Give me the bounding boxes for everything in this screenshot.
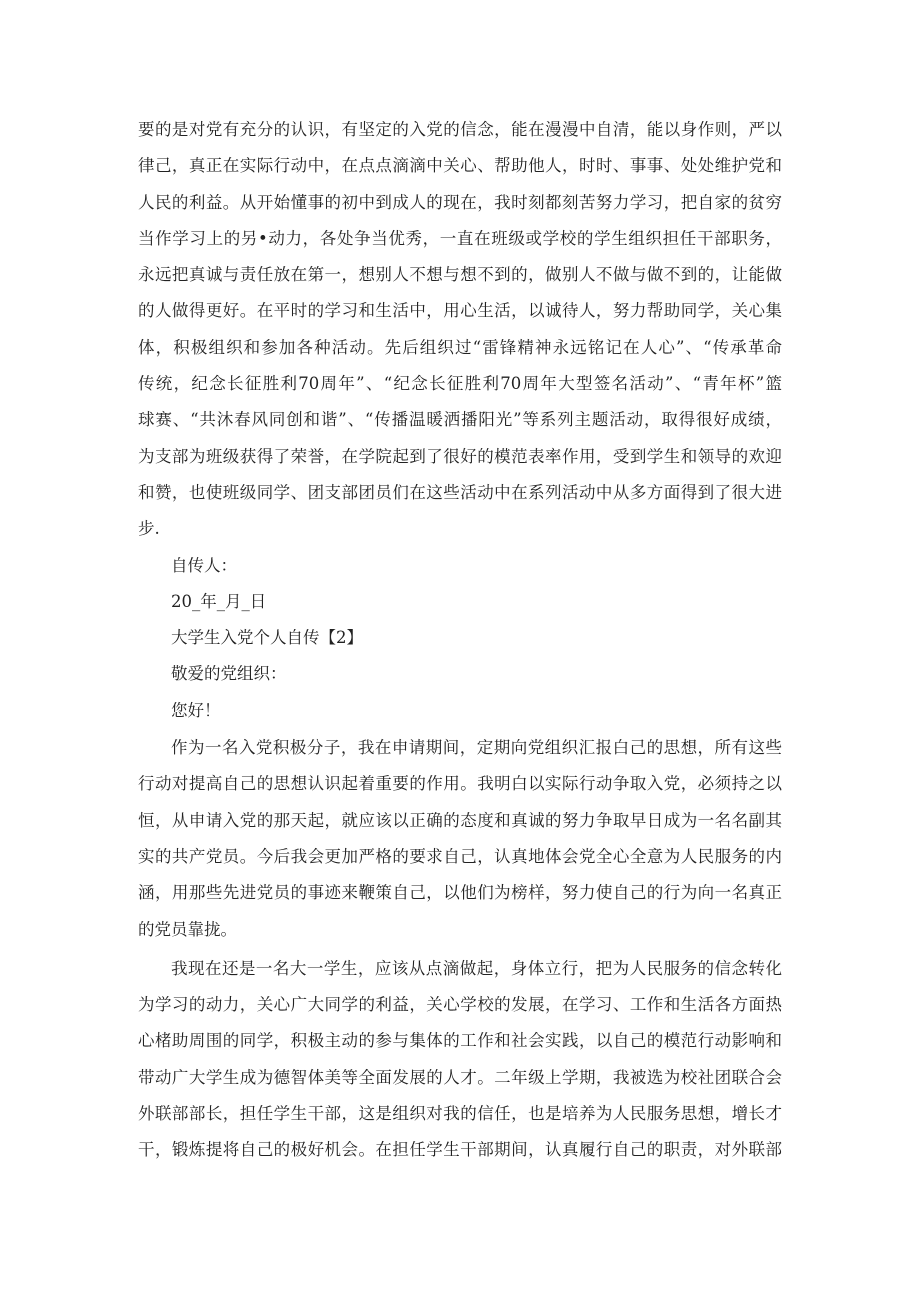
text-line: 人民的利益。从开始懂事的初中到成人的现在，我时刻都刻苦努力学习，把自家的贫穷 (138, 192, 782, 212)
text-line: 恒，从申请入党的那天起，就应该以正确的态度和真诚的努力争取早日成为一名名副其 (138, 810, 782, 830)
text-line: 涵，用那些先进党员的事迹来鞭策自己，以他们为榜样，努力使自己的行为向一名真正 (138, 883, 782, 903)
paragraph-continued (138, 112, 782, 548)
text-line: 为学习的动力，关心广大同学的利益，关心学校的发展，在学习、工作和生活各方面热 (138, 995, 782, 1015)
document-body (138, 112, 782, 1169)
text-line: 干，锻炼提将自己的极好机会。在担任学生干部期间，认真履行自己的职责，对外联部 (138, 1140, 782, 1160)
text-line: 的人做得更好。在平时的学习和生活中，用心生活，以诚待人，努力帮助同学，关心集 (138, 301, 782, 321)
text-line: 行动对提高自己的思想认识起着重要的作用。我明白以实际行动争取入党，必须持之以 (138, 774, 782, 794)
text-line: 要的是对党有充分的认识，有坚定的入党的信念，能在漫漫中自清，能以身作则，严以 (138, 120, 782, 139)
text-line: 体，积极组织和参加各种活动。先后组织过“雷锋精神永远铭记在人心”、“传承革命 (138, 337, 782, 357)
text-line: 为支部为班级获得了荣誉，在学院起到了很好的模范表率作用，受到学生和领导的欢迎 (138, 446, 782, 466)
paragraph (138, 730, 782, 948)
text-line: 律己，真正在实际行动中，在点点滴滴中关心、帮助他人，时时、事事、处处维护党和 (138, 156, 782, 176)
date-line: 20_年_月_日 (171, 591, 267, 611)
text-line: 实的共产党员。今后我会更加严格的要求自己，认真地体会党全心全意为人民服务的内 (138, 846, 782, 866)
section-title: 大学生入党个人自传【2】 (171, 628, 363, 648)
paragraph (138, 951, 782, 1169)
text-line: 步. (138, 519, 160, 539)
text-line: 带动广大学生成为德智体美等全面发展的人才。二年级上学期，我被选为校社团联合会 (138, 1067, 782, 1087)
greeting: 您好！ (171, 700, 221, 720)
text-line: 心楮助周围的同学，积极主动的参与集体的工作和社会实践，以自己的模范行动影响和 (138, 1031, 782, 1051)
text-line: 和赞，也使班级同学、团支部团员们在这些活动中在系列活动中从多方面得到了很大进 (138, 482, 782, 502)
text-line: 的党员靠拢。 (138, 919, 237, 939)
text-line: 外联部部长，担任学生干部，这是组织对我的信任，也是培养为人民服务思想，增长才 (138, 1104, 782, 1124)
text-line: 传统，纪念长征胜利70周年”、“纪念长征胜利70周年大型签名活动”、“青年杯”篮 (138, 374, 782, 394)
text-line: 作为一名入党积极分子，我在申请期间，定期向党组织汇报白己的思想，所有这些 (171, 738, 782, 758)
salutation: 敬爱的党组织： (171, 664, 287, 684)
author-label: 自传人： (171, 555, 237, 575)
text-line: 永远把真诚与责任放在第一，想别人不想与想不到的，做别人不做与做不到的，让能做 (138, 265, 782, 285)
text-line: 球赛、“共沐春风同创和谐”、“传播温暖洒播阳光”等系列主题活动，取得很好成绩， (138, 410, 782, 430)
text-line: 当作学习上的另•动力，各处争当优秀，一直在班级或学校的学生组织担任干部职务， (138, 228, 782, 248)
text-line: 我现在还是一名大一学生，应该从点滴做起，身体立行，把为人民服务的信念转化 (171, 958, 782, 978)
